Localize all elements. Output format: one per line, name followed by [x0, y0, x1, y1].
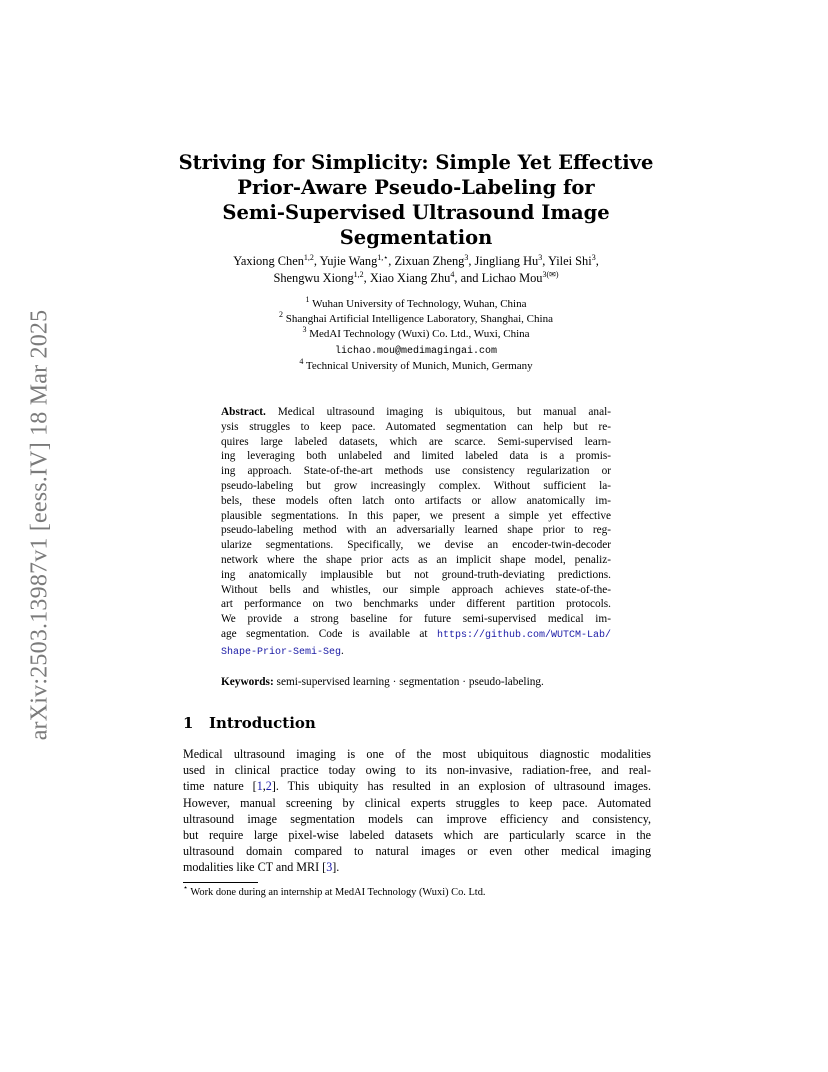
footnote — [183, 883, 486, 899]
author-affiliation-mark: 1,⋆ — [377, 253, 389, 262]
abstract-line: Shape-Prior-Semi-Seg. — [221, 644, 344, 658]
abstract — [221, 405, 611, 661]
footnote-text: Work done during an internship at MedAI Technology (Wuxi) Co. Ltd. — [188, 887, 486, 898]
author-name: Yaxiong Chen — [233, 254, 304, 268]
body-line: but require large pixel-wise labeled datasets which are particularly scarce in the — [183, 828, 651, 843]
author-name: Yilei Shi — [547, 254, 592, 268]
author-name: Lichao Mou — [481, 271, 543, 285]
body-line: Medical ultrasound imaging is one of the most ubiquitous diagnostic modalities — [183, 747, 651, 761]
abstract-line: Without bells and whistles, our simple approach achieves state-of-the- — [221, 583, 611, 596]
author-affiliation-mark: 3 — [464, 253, 469, 262]
author-name: Shengwu Xiong — [273, 271, 354, 285]
abstract-line: pseudo-labeling but grow increasingly complex. Without sufficient la- — [221, 479, 611, 492]
body-line: ultrasound domain compared to natural images or even other medical imaging — [183, 844, 651, 859]
abstract-line: pseudo-labeling method with an adversarially learned shape prior to reg- — [221, 524, 611, 537]
author-name: Yujie Wang — [319, 254, 378, 268]
arxiv-identifier: arXiv:2503.13987v1 [eess.IV] 18 Mar 2025 — [26, 309, 53, 741]
introduction-paragraph — [183, 746, 651, 876]
code-repository-link-continued[interactable]: Shape-Prior-Semi-Seg — [221, 646, 342, 658]
citation-link[interactable]: 2 — [265, 779, 272, 794]
body-line: ultrasound image segmentation models can improve efficiency and consistency, — [183, 811, 651, 826]
title-line-1: Striving for Simplicity: Simple Yet Effective — [178, 151, 654, 174]
author-affiliation-mark: 4 — [450, 270, 455, 279]
contact-email: lichao.mou@medimagingai.com — [334, 345, 498, 357]
section-number: 1 — [183, 714, 194, 732]
author-affiliation-mark: 3 — [591, 253, 596, 262]
keywords-label: Keywords: — [221, 676, 274, 688]
abstract-line: ing approach. State-of-the-art methods use consistency regularization or — [221, 465, 611, 478]
keywords — [221, 675, 611, 690]
author-affiliation-mark: 1,2 — [353, 270, 364, 279]
author-name: Jingliang Hu — [474, 254, 539, 268]
abstract-line: network where the shape prior acts as an implicit shape model, penaliz- — [221, 553, 611, 566]
affiliation-list — [170, 297, 662, 374]
title-line-3: Semi-Supervised Ultrasound Image Segmentation — [222, 201, 610, 249]
code-repository-link[interactable]: https://github.com/WUTCM-Lab/ — [436, 629, 611, 641]
abstract-line: We provide a strong baseline for future semi-supervised medical im- — [221, 613, 611, 626]
abstract-line: art performance on two benchmarks under different partition protocols. — [221, 598, 611, 611]
abstract-line: ing leveraging both unlabeled and limited labeled data is a promis- — [221, 450, 611, 463]
affiliation-4: $^4$ Technical University of Munich, Munich, Germany — [299, 356, 533, 372]
footnote-divider — [183, 882, 258, 883]
citation-link[interactable]: 3 — [326, 860, 333, 875]
abstract-line: ularize segmentations. Specifically, we devise an encoder-twin-decoder — [221, 539, 611, 552]
body-line: modalities like CT and MRI [3]. — [183, 860, 340, 875]
keywords-text: semi-supervised learning · segmentation · pseudo-labeling. — [276, 676, 544, 688]
abstract-line: age segmentation. Code is available at https://github.com/WUTCM-Lab/ — [221, 627, 611, 641]
abstract-line: plausible segmentations. In this paper, we present a simple yet effective — [221, 509, 611, 522]
affiliation-1: $^1$ Wuhan University of Technology, Wuhan, China — [305, 295, 527, 310]
author-affiliation-mark: 3(✉) — [542, 270, 559, 279]
author-name: Zixuan Zheng — [394, 254, 465, 268]
abstract-line: Abstract. Medical ultrasound imaging is ubiquitous, but manual anal- — [221, 406, 611, 418]
body-line: However, manual screening by clinical experts struggles to keep pace. Automated — [183, 795, 651, 810]
author-affiliation-mark: 1,2 — [303, 253, 314, 262]
title-line-2: Prior-Aware Pseudo-Labeling for — [237, 176, 595, 199]
footnote-mark: ⋆ — [183, 883, 189, 892]
paper-title — [150, 150, 682, 250]
section-heading — [183, 714, 316, 732]
abstract-line: ysis struggles to keep pace. Automated segmentation can help but re- — [221, 420, 611, 433]
body-line: used in clinical practice today owing to its non-invasive, radiation-free, and real- — [183, 763, 651, 778]
abstract-line: ing anatomically implausible but not ground-truth-deviating predictions. — [221, 568, 611, 581]
author-list — [170, 253, 662, 287]
affiliation-3: $^3$ MedAI Technology (Wuxi) Co. Ltd., Wuxi, China — [302, 325, 530, 341]
citation-link[interactable]: 1 — [256, 779, 263, 794]
abstract-line: bels, these models often latch onto artifacts or allow anatomically im- — [221, 494, 611, 507]
author-affiliation-mark: 3 — [538, 253, 543, 262]
author-line-1: Yaxiong Chen$^{1,2}$, Yujie Wang$^{1,⋆}$, Zixuan Zheng$^3$, Jingliang Hu$^3$, Yilei Shi$^3$, — [233, 253, 599, 268]
affiliation-2: $^2$ Shanghai Artificial Intelligence Laboratory, Shanghai, China — [279, 310, 553, 326]
section-title: Introduction — [209, 714, 316, 732]
abstract-line: quires large labeled datasets, which are scarce. Semi-supervised learn- — [221, 435, 611, 448]
body-line: time nature [1,2]. This ubiquity has resulted in an explosion of ultrasound images. — [183, 779, 651, 794]
author-line-2: Shengwu Xiong$^{1,2}$, Xiao Xiang Zhu$^4$, and Lichao Mou$^{3(✉)}$ — [273, 270, 559, 285]
abstract-label: Abstract. — [221, 406, 266, 418]
author-name: Xiao Xiang Zhu — [369, 271, 451, 285]
